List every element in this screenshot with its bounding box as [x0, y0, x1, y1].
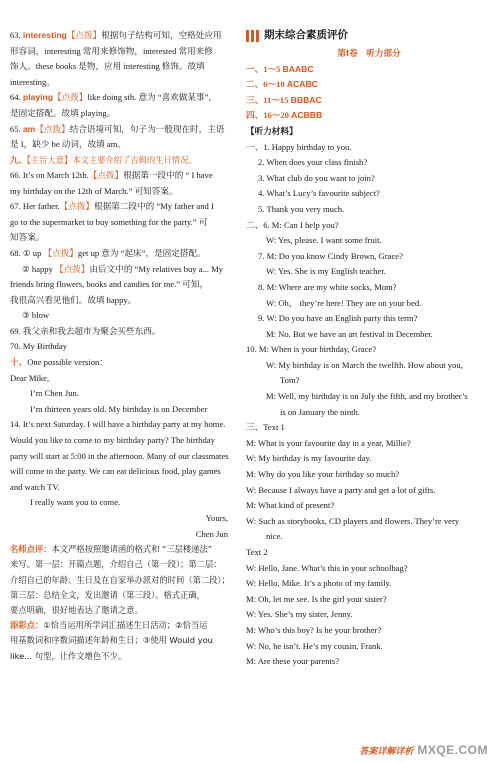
letter-p2-l3: Would you like to come to my birthday party? The birthday: [10, 435, 215, 446]
answer-label: 四、16～20: [246, 110, 289, 121]
answer-value: ACBBB: [291, 110, 323, 121]
letter-signature: Chen Jun: [195, 528, 228, 539]
listening-section-3: [246, 420, 492, 545]
q66-line2: my birthday on the 12th of March.” 可知答案。: [10, 185, 178, 196]
section-9-heading: 九、【主旨大意】本文主要介绍了吉姆的生日情况。: [10, 154, 197, 165]
teacher-comment-label: 名师点评：: [10, 544, 52, 555]
header-bars-icon: [246, 30, 259, 42]
q68-line4: 我很高兴看见他们。故填 happy。: [10, 294, 137, 305]
dialogue-line: 4. What’s Lucy’s favourite subject?: [258, 188, 380, 199]
letter-p2-l2: 14. It’s next Saturday. I will have a birthday party at my home.: [10, 419, 226, 430]
q64-line1: 64. playing【点拨】like doing sth. 意为 “喜欢做某事”，: [10, 92, 218, 103]
answer-row: [246, 77, 492, 93]
dialogue-line: W: No, he isn’t. He’s my cousin, Frank.: [246, 640, 383, 651]
dialogue-line: Text 2: [246, 547, 268, 557]
dialogue-line: M: What kind of present?: [246, 500, 335, 511]
dialogue-line: is on January the ninth.: [280, 406, 360, 417]
dialogue-line: 10. M: When is your birthday, Grace?: [246, 344, 377, 355]
answer-label: 一、1～5: [246, 63, 281, 74]
dialogue-line: W: Yes, please. I want some fruit.: [266, 235, 382, 246]
dialogue-line: M: Who’s this boy? Is he your brother?: [246, 624, 382, 635]
q63-line1: 63. interesting【点拨】根据句子结构可知，空格处应用: [10, 30, 222, 40]
left-column: [10, 28, 236, 664]
answer-value: BBBAC: [290, 94, 322, 105]
dialogue-line: W: My birthday is on March the twelfth. How about you,: [266, 359, 463, 370]
letter-salutation: Dear Mike,: [10, 372, 50, 383]
dialogue-line: W: My birthday is my favourite day.: [246, 453, 372, 464]
dialogue-line: W: Yes. She is my English teacher.: [266, 266, 386, 277]
q67-line2: go to the supermarket to buy something for the party.” 可: [10, 216, 208, 227]
dialogue-line: 7. M: Do you know Cindy Brown, Grace?: [258, 250, 403, 261]
footer-label: 答案详解详析: [359, 745, 414, 756]
dialogue-line: M: Why do you like your birthday so much?: [246, 469, 400, 480]
q68-line1: 68. ① up 【点拨】get up 意为 “起床”，是固定搭配。: [10, 247, 206, 258]
q68-line5: ③ blow: [22, 310, 50, 321]
answer-row: [246, 93, 492, 109]
letter-p2-l4: party will start at 5:00 in the afternoon. Many of our classmates: [10, 450, 229, 461]
dialogue-line: 9. W: Do you have an English party this term?: [258, 313, 418, 324]
dialogue-line: 三、Text 1: [246, 422, 285, 433]
dialogue-line: M: Are these your parents?: [246, 656, 340, 667]
answer-list: [246, 62, 492, 124]
q70: 70. My Birthday: [10, 341, 68, 352]
answer-label: 三、11～15: [246, 94, 289, 105]
dialogue-line: W: Because I always have a party and get a lot of gifts.: [246, 484, 436, 495]
listening-subheader: 第Ⅰ卷 听力部分: [337, 48, 401, 58]
section-title: 期末综合素质评价: [264, 29, 348, 42]
dialogue-line: W: Oh， they’re here! They are on your bed.: [266, 297, 422, 308]
highlight-comment-label: 添彩点：: [10, 620, 44, 631]
letter-p1: I’m Chen Jun.: [30, 388, 79, 399]
section-header: [246, 28, 492, 44]
q64-answer: playing: [22, 92, 53, 103]
q63-line4: interesting。: [10, 76, 55, 87]
q64-line2: 是固定搭配。故填 playing。: [10, 107, 116, 118]
section-10-heading: 十、One possible version：: [10, 357, 108, 368]
q68-line2: ② happy 【点拨】由后文中的 “My relatives buy a... My: [22, 263, 224, 274]
dialogue-line: 一、1. Happy birthday to you.: [246, 141, 352, 152]
answer-value: BAABC: [282, 63, 314, 74]
teacher-comment: 名师点评：本文严格按照邀请函的格式和 “三层楼递法” 来写。第一层：开篇点题，介绍自己（第一段）；第二层： 介绍自己的年龄、生日及在自家举办派对的时间（第二段）； 第三层：总结全文，发出邀请（第三段）。格式正确， 要点明确，很好地表达了邀请之意。: [10, 544, 230, 616]
dialogue-line: 3. What club do you want to join?: [258, 172, 375, 183]
answer-label: 二、6～10: [246, 79, 285, 90]
letter-p2-l6: and watch TV.: [10, 481, 60, 492]
watermark-logo: MXQE.COM: [417, 743, 488, 757]
q67-line1: 67. Her father.【点拨】根据第二段中的 “My father and I: [10, 201, 214, 212]
q65-line2: 是 I，缺少 be 动词，故填 am。: [10, 139, 127, 150]
dialogue-line: M: Well, my birthday is on July the fifth, and my brother’s: [266, 391, 468, 402]
right-column: [246, 28, 492, 670]
listening-text-2: [246, 545, 492, 670]
highlight-comment: 添彩点：①恰当运用所学词汇描述生日活动；②恰当运 用基数词和序数词描述年龄和生日；③使用 Would you like... 句型，让作文增色不少。: [10, 620, 213, 661]
dialogue-line: M: Oh, let me see. Is the girl your sister?: [246, 593, 387, 604]
listening-section-1: [246, 140, 492, 218]
q65-answer: am: [22, 123, 36, 134]
dialogue-line: W: Hello, Mike. It’s a photo of my family.: [246, 578, 392, 589]
letter-close: Yours,: [205, 513, 228, 524]
q63-line3: 饰人。these books 是物，应用 interesting 修饰。故填: [10, 61, 205, 72]
q68-line3: friends bring flowers, books and candies for me.” 可知，: [10, 279, 209, 290]
dialogue-line: W: Hello, Jane. What’s this in your schoolbag?: [246, 562, 408, 573]
dialogue-line: 5. Thank you very much.: [258, 203, 345, 214]
listening-section-2: [246, 218, 492, 343]
dialogue-line: 2. When does your class finish?: [258, 157, 368, 168]
answer-value: ACABC: [286, 79, 318, 90]
footer: [359, 743, 488, 757]
dialogue-line: M: What is your favourite day in a year, Millie?: [246, 437, 411, 448]
answer-row: [246, 108, 492, 124]
dialogue-line: W: Such as storybooks, CD players and flowers. They’re very: [246, 515, 460, 526]
listening-material-label: 【听力材料】: [246, 125, 298, 136]
dialogue-line: 二、6. M: Can I help you?: [246, 219, 339, 230]
q69: 69. 我父亲和我去超市为聚会买些东西。: [10, 325, 161, 336]
q63-answer: interesting: [22, 30, 67, 40]
dialogue-line: Tom?: [280, 375, 300, 386]
letter-p2-l5: will come to the party. We can eat delicious food, play games: [10, 466, 221, 477]
q66-line1: 66. It’s on March 12th.【点拨】根据第一段中的 “ I have: [10, 169, 213, 180]
letter-p2-l1: I’m thirteen years old. My birthday is on December: [30, 403, 208, 414]
dialogue-line: W: Yes. She’s my sister, Jenny.: [246, 609, 353, 620]
q67-line3: 知答案。: [10, 232, 45, 243]
dialogue-line: 8. M: Where are my white socks, Mom?: [258, 281, 397, 292]
q63-line2: 形容词，interesting 常用来修饰物，interested 常用来修: [10, 45, 213, 56]
q65-line1: 65. am【点拨】结合语境可知，句子为一般现在时，主语: [10, 123, 225, 134]
letter-p3: I really want you to come.: [30, 497, 121, 508]
dialogue-line: nice.: [266, 531, 283, 542]
dialogue-line: M: No. But we have an art festival in December.: [266, 328, 433, 339]
listening-question-10: [246, 342, 492, 420]
answer-row: [246, 62, 492, 78]
